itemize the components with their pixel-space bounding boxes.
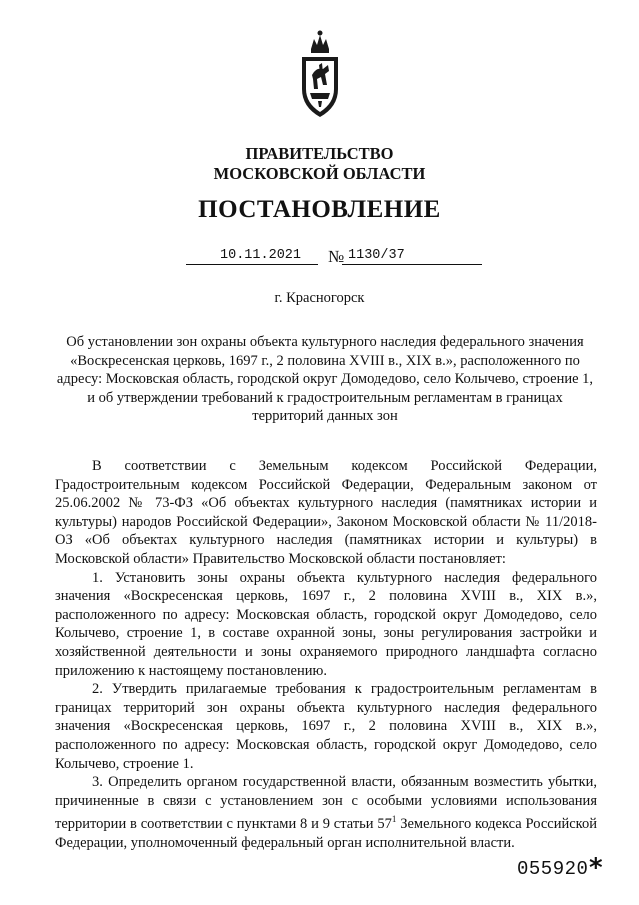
document-date: 10.11.2021: [220, 248, 302, 263]
government-name-line2: МОСКОВСКОЙ ОБЛАСТИ: [213, 164, 426, 183]
asterisk-mark: *: [589, 853, 603, 883]
city-line: г. Красногорск: [274, 290, 365, 306]
item-1-paragraph: 1. Установить зоны охраны объекта культурного наследия федерального значения «Воскресенская церковь, 1697 г., 2 половина XVIII в., XIX в.», расположенного по адресу: Московская область, городской округ Домодедово, село Колычево, строение 1, в составе охранной зоны, зоны регулирования застройки и хозяйственной деятельности и зоны охраняемого природного ландшафта согласно приложению к настоящему постановлению.: [55, 569, 597, 679]
government-name-line1: ПРАВИТЕЛЬСТВО: [245, 144, 394, 163]
document-subject: Об установлении зон охраны объекта культурного наследия федерального значения «Воскресенская церковь, 1697 г., 2 половина XVIII в., XIX в.», расположенного по адресу: Московская область, городской округ Домодедово, село Колычево, строение 1, и об утверждении требований к градостроительным регламентам в границах территорий данных зон: [56, 334, 594, 424]
item-3-text-part1: 3. Определить органом государственной власти, обязанным возместить убытки, причиненные в связи с установлением зон с особыми условиями использования территории в соответствии с пунктами 8 и 9 статьи 57: [55, 774, 597, 833]
article-superscript: 1: [391, 814, 397, 825]
serial-number-stamp: 055920: [517, 858, 589, 880]
document-type-title: ПОСТАНОВЛЕНИЕ: [198, 196, 441, 223]
item-3-paragraph: [55, 773, 597, 852]
date-underline: [186, 264, 318, 265]
preamble-paragraph: В соответствии с Земельным кодексом Российской Федерации, Градостроительным кодексом Российской Федерации, Федеральным законом от 25.06.2002 № 73-ФЗ «Об объектах культурного наследия (памятниках истории и культуры) народов Российской Федерации», Законом Московской области № 11/2018-ОЗ «Об объектах культурного наследия (памятниках истории и культуры) в Московской области» Правительство Московской области постановляет:: [55, 458, 597, 567]
item-3-text-part2: Земельного кодекса Российской Федерации, уполномоченный федеральный орган исполнительной власти.: [55, 816, 597, 851]
item-2-paragraph: 2. Утвердить прилагаемые требования к градостроительным регламентам в границах территорий зон охраны объекта культурного наследия федерального значения «Воскресенская церковь, 1697 г., 2 половина XVIII в., XIX в.», расположенного по адресу: Московская область, городской округ Домодедово, село Колычево, строение 1.: [55, 681, 597, 772]
number-sign: №: [328, 247, 345, 266]
document-body: [55, 457, 597, 852]
number-underline: [342, 264, 482, 265]
document-number: 1130/37: [348, 248, 405, 263]
coat-of-arms-icon: [298, 27, 342, 123]
